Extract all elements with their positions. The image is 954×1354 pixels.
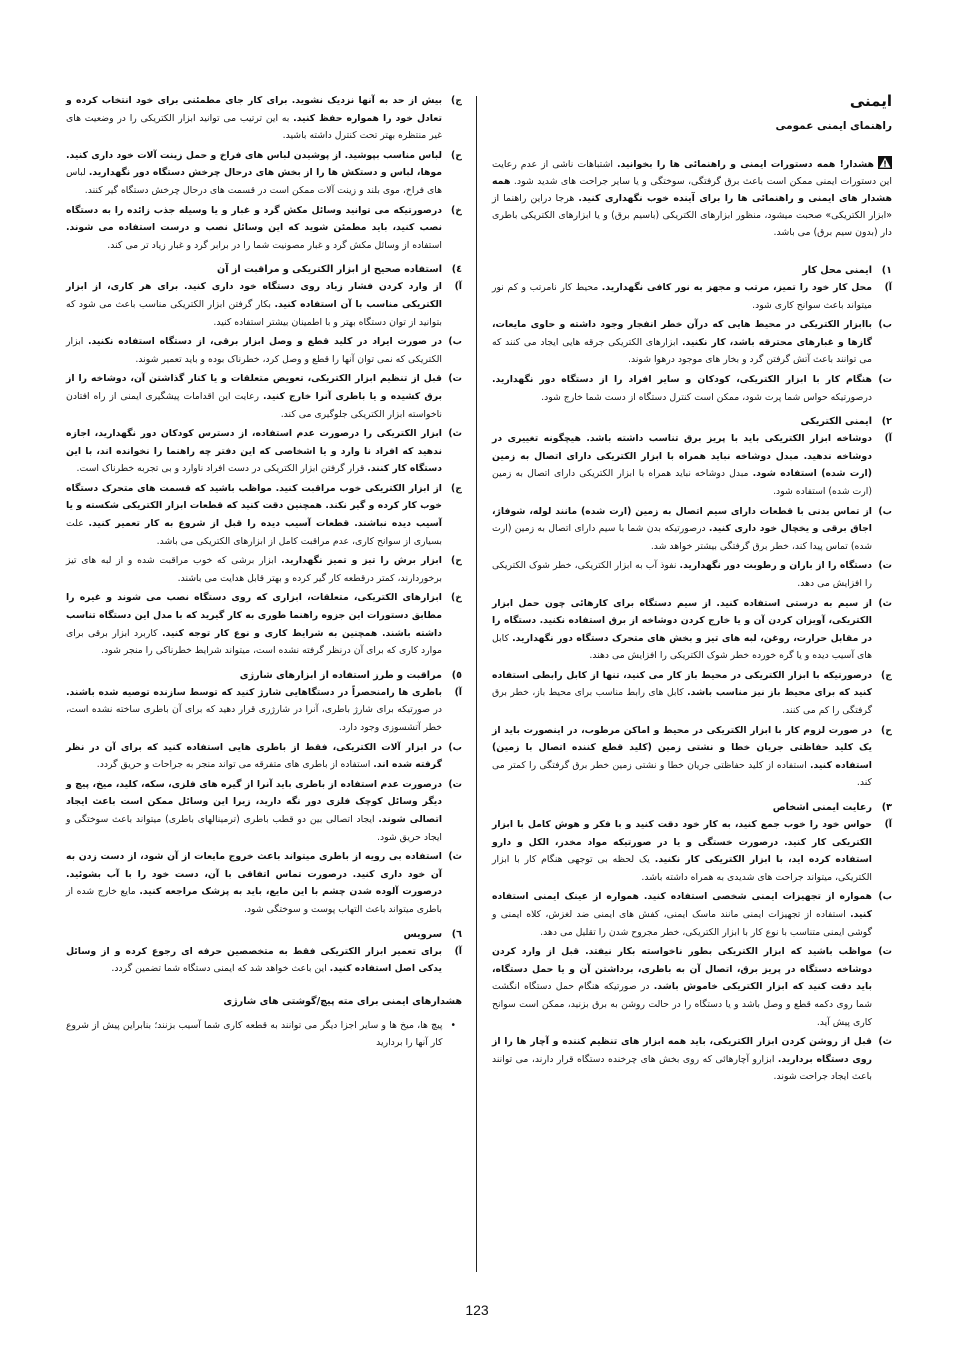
instruction-item (492, 888, 892, 941)
item-label: ب) (878, 319, 892, 331)
section-number: ٦) (451, 928, 462, 940)
item-text (492, 503, 872, 556)
instruction-item (66, 739, 462, 774)
bullet-text: پیچ ها، میخ ها و سایر اجزا دیگر می توانند به قطعه کاری شما آسیب بزنند؛ بنابراین پیش از شروع کار آنها را بردارید (66, 1019, 443, 1049)
item-text (492, 595, 872, 665)
item-bold-text: درصورتیکه می توانید وسائل مکش گرد و غبار و یا وسیله جذب زائده را به دستگاه نصب کنید، باید مطمئن شوید که این وسائل نصب و درست استفاده می شوند. (66, 204, 442, 234)
item-regular-text: این باعث خواهد شد که ایمنی دستگاه شما تضمین گردد. (111, 963, 330, 975)
section-title: ایمنی محل کار (802, 265, 872, 276)
instruction-item (66, 370, 462, 423)
instruction-item (66, 943, 462, 978)
item-bold-text: ابزار الکتریکی را درصورت عدم استفاده، از دسترس کودکان دور نگهدارید، اجازه ندهید که افراد نا وارد و یا اشخاصی که این دفتر چه راهنما را نخوانده اند، با این دستگاه کار کنند. (66, 428, 442, 475)
item-regular-text: ابزارهای الکتریکی جرقه هایی ایجاد می کنند که می توانند باعث آتش گرفتن گرد و بخار های موجود درهوا شوند. (492, 336, 872, 366)
item-text (66, 92, 442, 145)
item-bold-text: از سیم به درستی استفاده کنید. از سیم دستگاه برای کارهائی چون حمل ابزار الکتریکی، آویزان کردن آن و یا خارج کردن دوشاخه از برق استفاده نکنید. دستگاه را در مقابل حرارت، روغن، لبه های تیز و بخش های متحرک دستگاه دور نگهدارید. (492, 597, 872, 644)
item-text (66, 425, 442, 478)
item-regular-text: به این ترتیب می توانید ابزار الکتریکی را در وضعیت های غیر منتظره بهتر تحت کنترل داشته باشید. (66, 112, 442, 142)
instruction-item (66, 684, 462, 737)
item-label: ث) (448, 428, 462, 440)
section-title: رعایت ایمنی اشخاص (772, 802, 872, 814)
item-label: ت) (448, 373, 462, 385)
item-label: آ) (454, 945, 462, 957)
section-number: ۳) (881, 802, 892, 814)
item-regular-text: استفاده از وسائل مکش گرد و غبار مصونیت شما را در برابر گرد و غبار زیاد تر می کند. (107, 239, 442, 251)
item-text (492, 1033, 872, 1086)
section-title: استفاده صحیح از ابزار الکتریکی و مراقبت از آن (217, 264, 442, 276)
item-label: ت) (878, 560, 892, 572)
item-regular-text: ابزار الکتریکی که نمی توان آنها را قطع و وصل کرد، خطرناک بوده و باید تعمیر شوند. (66, 336, 442, 365)
item-label: ث) (878, 1036, 892, 1048)
section-heading (492, 802, 892, 813)
item-label: ب) (878, 505, 892, 517)
item-bold-text: از ابزار الکتریکی خوب مراقبت کنید. مواظب باشید که قسمت های متحرک دستگاه خوب کار کرده و گیر نکند. همچنین دقت کنید که قطعات ابزار الکتریکی شکسته و یا آسیب دیده نباشند. قطعات آسیب دیده را قبل از شروع به کار تعمیر کنید. (66, 482, 442, 530)
section-heading (66, 929, 462, 940)
item-text (66, 589, 442, 659)
instruction-item (66, 278, 462, 331)
item-bold-text: مواظب باشید که ابزار الکتریکی بطور ناخواسته بکار نیفتد. قبل از وارد کردن دوشاخه دستگاه در پریز برق، اتصال آن به باطری، برداشتن آن و یا حمل دستگاه، باید دقت کنید که ابزار الکتریکی خاموش باشد. (492, 946, 873, 993)
item-label: ت) (878, 373, 892, 385)
item-bold-text: قبل از روشن کردن ابزار الکتریکی، باید همه ابزار های تنظیم کننده و آچار ها را از روی دستگاه بردارید. (492, 1036, 872, 1065)
item-regular-text: در صورتیکه برای شارژ باطری، آنرا در شارژری قرار دهید که برای آن باطری ساخته نشده است، خطر آتشسوزی وجود دارد. (66, 704, 442, 733)
instruction-item (66, 333, 462, 368)
page-title: ایمنی (849, 92, 892, 110)
item-label: ح) (451, 555, 462, 567)
bullet-item (66, 1017, 462, 1052)
instruction-item (492, 371, 892, 406)
item-label: ح) (451, 149, 462, 161)
item-text (66, 370, 442, 423)
item-label: ج) (881, 669, 892, 681)
item-label: ث) (878, 597, 892, 609)
item-bold-text: برای تعمیر ابزار الکتریکی فقط به متخصصین حرفه ای رجوع کرده و از وسائل یدکی اصل استفاده کنید. (66, 945, 442, 975)
item-text (66, 333, 442, 368)
item-bold-text: باابزار الکتریکی در محیط هایی که درآن خطر انفجار وجود داشته و حاوی مایعات، گازها و غبارهای محترقه باشد، کار نکنید. (492, 319, 872, 348)
instruction-item (66, 589, 462, 659)
instruction-item (492, 279, 892, 314)
item-regular-text: در صورتیکه هنگام حمل دستگاه انگشت شما روی دکمه قطع و وصل باشد و یا دستگاه را در حالت روشن به برق بزنید، ممکن است سوانح کاری پیش آید. (492, 981, 872, 1028)
item-text (492, 816, 872, 886)
item-label: ب) (448, 741, 462, 753)
item-label: ح) (881, 724, 892, 736)
section-title: سرویس (403, 928, 442, 940)
item-regular-text: ابزار برشی که خوب مراقبت شده و از لبه های تیز برخوردارند، کمتر درقطعه کار گیر کرده و بهتر قابل هدایت می باشند. (66, 555, 442, 584)
instruction-item (492, 943, 892, 1031)
item-regular-text: کابل های رابط مناسب برای محیط باز، خطر برق گرفتگی را کم می کنند. (492, 687, 872, 717)
item-text (66, 739, 442, 774)
item-bold-text: از وارد کردن فشار زیاد روی دستگاه خود داری کنید. برای هر کاری، از ابزار الکتریکی مناسب با آن استفاده کنید. (66, 281, 442, 310)
item-bold-text: قبل از تنظیم ابزار الکتریکی، تعویض متعلقات و یا کنار گذاشتن آن، دوشاخه را از برق کشیده و یا باطری آنرا خارج کنید. (66, 373, 442, 402)
instruction-item (492, 557, 892, 592)
drill-safety-bullets (66, 1017, 462, 1052)
item-regular-text: لباس های فراخ، موی بلند و زینت آلات ممکن است در قسمت های درحال چرخش دستگاه گیر کنند. (66, 167, 442, 196)
item-label: خ) (451, 592, 462, 604)
item-bold-text: همواره از تجهیزات ایمنی شخصی استفاده کنید. همواره از عینک ایمنی استفاده کنید. (492, 891, 872, 920)
item-text (66, 202, 442, 255)
section-heading (66, 264, 462, 275)
item-text (492, 888, 872, 941)
item-regular-text: قرار گرفتن ابزار الکتریکی در دست افراد ناوارد و بی تجربه خطرناک است. (76, 463, 368, 475)
item-regular-text: کابل های آسیب دیده و یا گره خورده خطر شوک الکتریکی را افزایش می دهند. (492, 632, 872, 662)
item-bold-text: در صورت لزوم کار با ابزار الکتریکی در محیط و اماکن مرطوب، در اینصورت باید از یک کلید حفاظتی جریان خطا و نشتی زمین (کلید قطع کننده اتصال با زمین) استفاده کنید. (492, 724, 872, 771)
instruction-item (66, 92, 462, 145)
section-title: ایمنی الکتریکی (800, 416, 872, 428)
instruction-item (492, 316, 892, 369)
item-label: ج) (451, 95, 462, 106)
item-text (492, 430, 872, 500)
item-text (66, 147, 442, 200)
instruction-item (66, 425, 462, 478)
section-number: ۲) (881, 416, 892, 428)
item-bold-text: ابزارهای الکتریکی، متعلقات، ابزاری که روی دستگاه نصب می شوند و غیره را مطابق دستورات این جزوه راهنما طوری به کار گیرید که با مدل این دستگاه تناسب داشته باشند. همچنین به شرایط کاری و نوع کار توجه کنید. (66, 592, 442, 639)
instruction-item (492, 595, 892, 665)
item-label: ج) (451, 482, 462, 494)
item-text (66, 480, 442, 550)
item-label: ب) (878, 891, 892, 903)
section-title: مراقبت و طرز استفاده از ابزارهای شارژی (239, 669, 442, 681)
item-text (66, 776, 442, 846)
drill-safety-heading: هشدارهای ایمنی برای مته پیچ/گوشتی های شارژی (223, 995, 462, 1007)
instruction-item (492, 816, 892, 886)
warning-triangle-icon (878, 156, 892, 169)
item-text (492, 316, 872, 369)
item-regular-text: استفاده از باطری های متفرقه می تواند منجر به جراحات و حریق گردد. (96, 759, 374, 771)
item-text (492, 279, 872, 314)
left-instructions-list (66, 92, 462, 978)
item-label: خ) (451, 204, 462, 216)
instruction-item (492, 430, 892, 500)
item-label: آ) (454, 281, 462, 293)
section-number: ٥) (451, 669, 462, 681)
warning-text-1: اشتباهات ناشی از عدم رعایت این دستورات ایمنی ممکن است باعث برق گرفتگی، سوختگی و یا سایر جراحت های شدید شود. (492, 159, 892, 187)
item-text (492, 557, 872, 592)
section-subtitle: راهنمای ایمنی عمومی (775, 120, 892, 132)
instruction-item (492, 667, 892, 720)
item-label: ت) (878, 946, 892, 958)
item-bold-text: دوشاخه ابزار الکتریکی باید با پریز برق تناسب داشته باشد. هیچگونه تغییری در دوشاخه ندهید. مبدل دوشاخه نباید همراه با ابزار الکتریکی دارای اتصال به زمین (ارت شده) استفاده شود. (492, 433, 872, 480)
column-divider (476, 96, 477, 1272)
general-warning (492, 156, 892, 241)
warning-bold-start: هشدار! همه دستورات ایمنی و راهنمائی ها را بخوانید. (616, 159, 874, 170)
item-label: آ) (884, 819, 892, 831)
instruction-item (66, 552, 462, 587)
item-text (66, 943, 442, 978)
item-bold-text: ابزار برش را تیز و تمیز نگهدارید. (281, 555, 442, 567)
item-regular-text: ابزارو آچارهائی که روی بخش های چرخنده دستگاه قرار دارند، می توانند باعث ایجاد جراحت شوند. (492, 1053, 872, 1083)
item-label: آ) (454, 686, 462, 698)
left-column (66, 92, 462, 1052)
item-regular-text: درصورتیکه بدن شما با سیم دارای اتصال به زمین (ارت شده) تماس پیدا کند، خطر برق گرفتگی بیشتر خواهد شد. (492, 523, 872, 552)
item-text (492, 667, 872, 720)
item-text (492, 722, 872, 792)
instruction-item (492, 503, 892, 556)
instruction-item (66, 848, 462, 918)
item-bold-text: بیش از حد به آنها نزدیک نشوید. برای کار جای مطمئنی برای خود انتخاب کرده و تعادل خود را همواره حفظ کنید. (66, 95, 443, 124)
item-text (66, 278, 442, 331)
item-label: ت) (448, 778, 462, 790)
item-regular-text: استفاده از تجهیزات ایمنی مانند ماسک ایمنی، کفش های ایمنی ضد لغزش، کلاه ایمنی و گوشی ایمنی متناسب با نوع کار با ابزار الکتریکی، خطر مجروح شدن را تقلیل می دهد. (492, 909, 872, 938)
item-bold-text: از تماس بدنی با قطعات دارای سیم اتصال به زمین (ارت شده) مانند لوله، شوفاژ، اجاق برقی و یخچال خود داری کنید. (492, 505, 872, 535)
item-label: ث) (448, 851, 462, 863)
item-text (66, 848, 442, 918)
instruction-item (492, 722, 892, 792)
item-regular-text: ایجاد اتصالی بین دو قطب باطری (ترمینالهای باطری) میتواند باعث سوختگی و ایجاد حریق شود. (66, 813, 442, 843)
item-bold-text: دستگاه را از باران و رطوبت دور نگهدارید. (679, 560, 873, 572)
item-text (66, 552, 442, 587)
instruction-item (492, 1033, 892, 1086)
item-regular-text: بکار گرفتن ابزار الکتریکی مناسب باعث می شود که بتوانید از توان دستگاه بهتر و با اطمینان بیشتر استفاده کنید. (66, 298, 442, 328)
item-bold-text: درصورتیکه با ابزار الکتریکی در محیط باز کار می کنید، تنها از کابل رابطی استفاده کنید که برای محیط باز نیز مناسب باشد. (492, 669, 872, 699)
item-regular-text: علت بسیاری از سوانح کاری، عدم مراقبت کامل از ابزارهای الکتریکی می باشد. (66, 518, 442, 547)
item-regular-text: رعایت این اقدامات پیشگیری ایمنی از راه افتادن ناخواسته ابزار الکتریکی جلوگیری می کند. (66, 390, 442, 420)
item-bold-text: در ابزار آلات الکتریکی، فقط از باطری هایی استفاده کنید که برای آن در نظر گرفته شده اند. (66, 741, 442, 771)
item-bold-text: درصورت عدم استفاده از باطری باید آنرا از گیره های فلزی، سکه، کلید، میخ، پیچ و دیگر وسائل کوچک فلزی دور نگه دارید، زیرا این وسائل ممکن است باعث ایجاد اتصالی شوند. (66, 778, 443, 825)
item-bold-text: باطری ها رامنحصراً در دستگاهایی شارژ کنید که توسط سازنده توصیه شده باشند. (66, 686, 442, 698)
section-number: ٤) (451, 264, 462, 276)
instruction-item (66, 147, 462, 200)
instruction-item (66, 776, 462, 846)
item-text (66, 684, 442, 737)
item-regular-text: درصورتیکه حواس شما پرت شود، ممکن است کنترل دستگاه از دست شما خارج شود. (541, 391, 872, 403)
section-heading (66, 670, 462, 681)
page-number: 123 (465, 1302, 489, 1318)
warning-text-2: هرجا دراین راهنما از «ابزار الکتریکی» صحبت میشود، منظور ابزارهای الکتریکی (باسیم برق) و یا ابزارهای الکتریکی باطری دار (بدون سیم برق) می باشد. (492, 193, 892, 238)
instruction-item (66, 480, 462, 550)
item-bold-text: محل کار خود را تمیز، مرتب و مجهز به نور کافی نگهدارید. (601, 282, 872, 293)
item-text (492, 943, 872, 1031)
right-instructions-list (492, 265, 892, 1086)
item-bold-text: استفاده بی رویه از باطری میتواند باعث خروج مایعات از آن شود، از دست زدن به آن خود داری کنید. درصورت تماس اتفاقی با آن، دست خود را با آب بشوئید. درصورت آلوده شدن چشم با این مایع، باید به پزشک مراجعه کنید. (66, 851, 442, 898)
bullet-dot-icon: • (450, 1019, 456, 1031)
item-regular-text: یک لحظه بی توجهی هنگام کار با ابزار الکتریکی، میتواند جراحت های شدیدی به همراه داشته باشد. (492, 854, 872, 883)
item-text (492, 371, 872, 406)
item-regular-text: مایع خارج شده از باطری میتواند باعث التهاب پوست و سوختگی شود. (66, 886, 442, 915)
item-regular-text: استفاده از کلید حفاظتی جریان خطا و نشتی زمین خطر برق گرفتگی را کمتر می کند. (492, 759, 872, 789)
item-label: آ) (884, 433, 892, 445)
item-label: آ) (884, 282, 892, 293)
section-heading (492, 265, 892, 276)
item-bold-text: در صورت ایراد در کلید قطع و وصل ابزار برقی، از دستگاه استفاده نکنید. (87, 336, 443, 348)
item-regular-text: کاربرد ابزار برقی برای موارد کاری که برای آن درنظر گرفته نشده است، میتواند شرایط خطرناکی را منجر شود. (66, 627, 442, 657)
item-label: ب) (448, 336, 462, 348)
section-heading (492, 416, 892, 427)
instruction-item (66, 202, 462, 255)
right-column (492, 92, 892, 1088)
section-number: ۱) (881, 265, 892, 276)
item-bold-text: هنگام کار با ابزار الکتریکی، کودکان و سایر افراد را از دستگاه دور نگهدارید. (492, 373, 872, 385)
item-regular-text: نفوذ آب به ابزار الکتریکی، خطر شوک الکتریکی را افزایش می دهد. (492, 560, 872, 589)
warning-bold-mid: همه هشدار های ایمنی و راهنمائی ها را برای آینده خوب نگهداری کنید. (492, 176, 892, 204)
item-bold-text: لباس مناسب بپوشید. از پوشیدن لباس های فراخ و حمل زینت آلات خود داری کنید. موها، لباس و دستکش ها را از بخش های درحال چرخش دستگاه دور نگهدارید. (66, 149, 442, 179)
item-bold-text: حواس خود را خوب جمع کنید، به کار خود دقت کنید و با فکر و هوش کامل با ابزار الکتریکی کار کنید. درصورت خستگی و یا در صورتیکه مواد مخدر، الکل و دارو استفاده کرده اید، با ابزار الکتریکی کار نکنید. (492, 819, 872, 866)
item-regular-text: مبدل دوشاخه نباید همراه با ابزار الکتریکی دارای اتصال به زمین (ارت شده) استفاده شود. (492, 468, 872, 497)
item-regular-text: محیط کار نامرتب و کم نور میتواند باعث سوانح کاری شود. (492, 282, 872, 311)
